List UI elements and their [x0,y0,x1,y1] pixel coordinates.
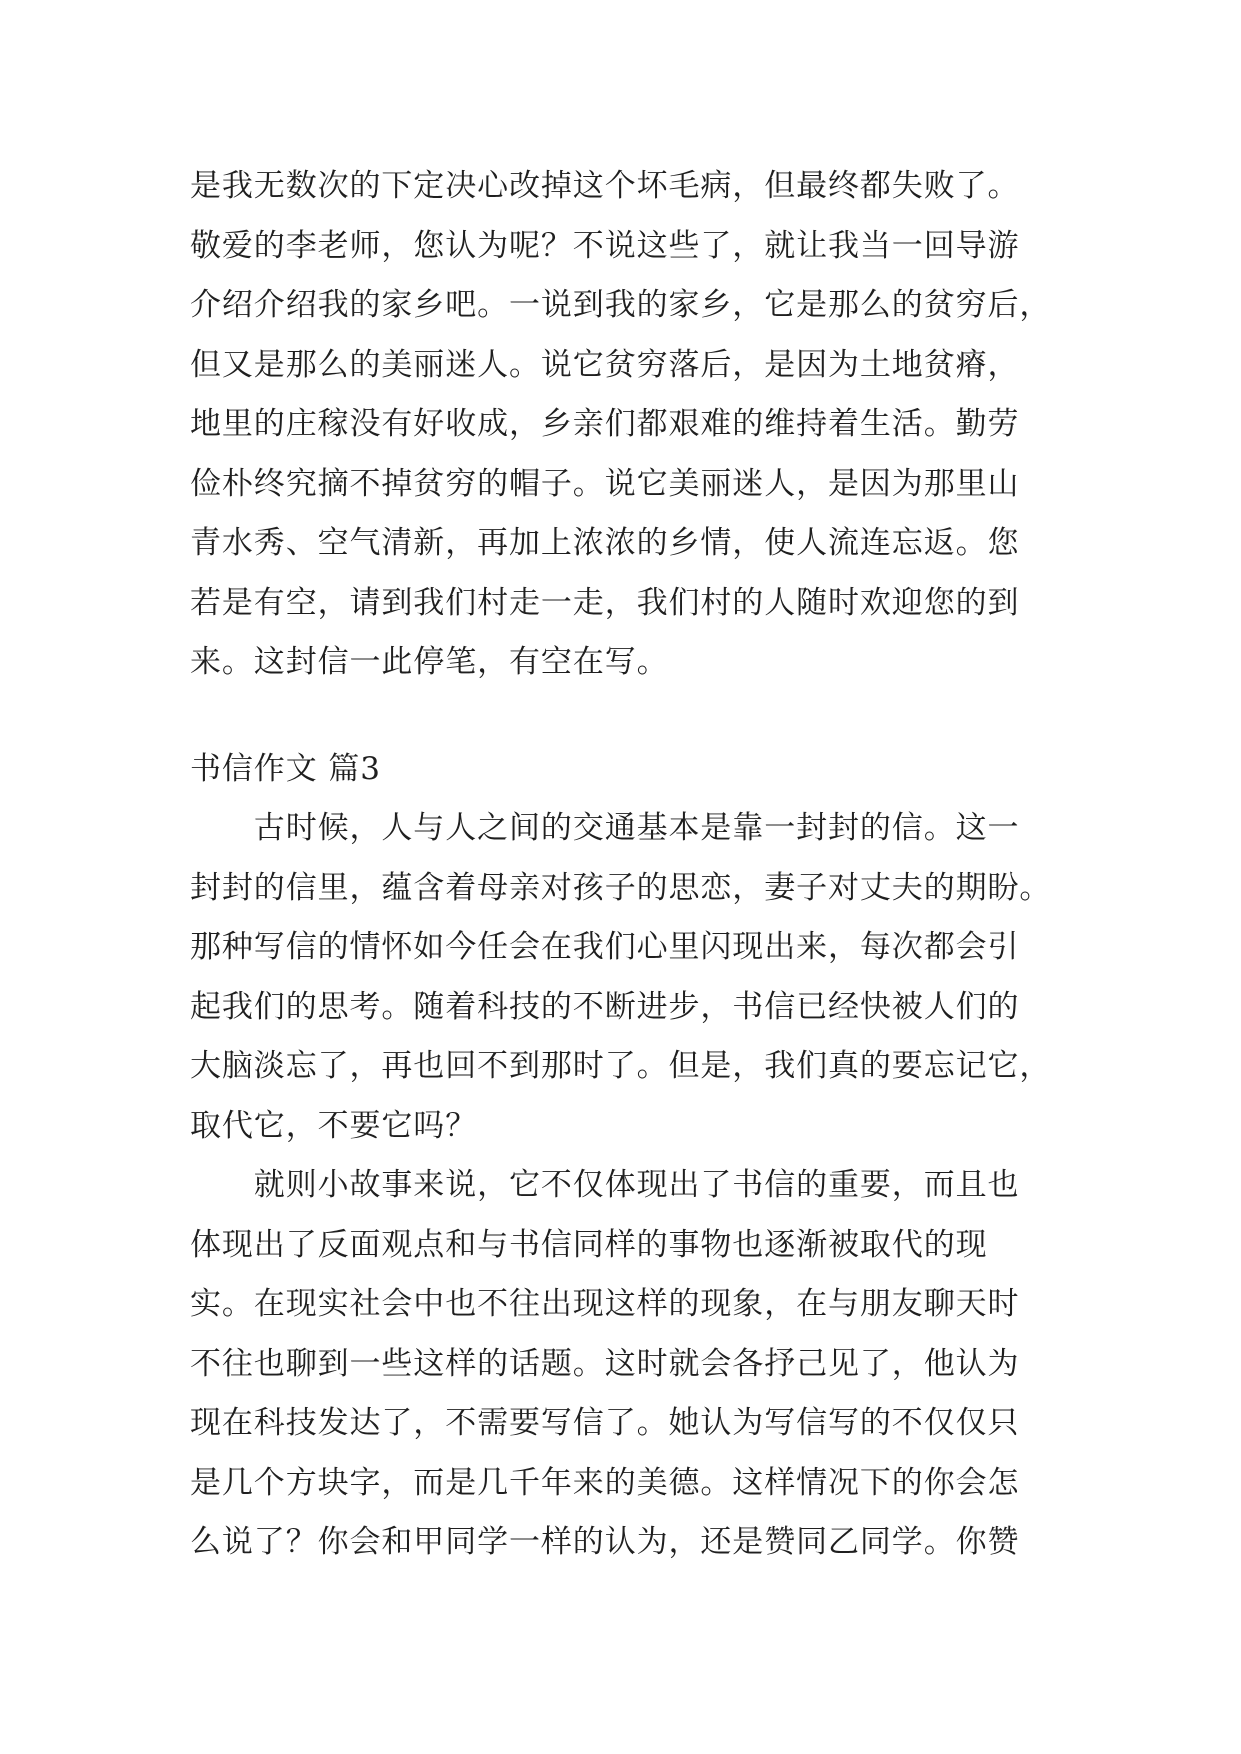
paragraph-line: 若是有空，请到我们村走一走，我们村的人随时欢迎您的到 [190,585,1020,621]
paragraph-line: 敬爱的李老师，您认为呢？不说这些了，就让我当一回导游 [190,228,1020,264]
paragraph-line: 大脑淡忘了，再也回不到那时了。但是，我们真的要忘记它， [190,1048,1052,1084]
paragraph-line: 来。这封信一此停笔，有空在写。 [190,644,669,680]
paragraph-line: 取代它，不要它吗？ [190,1108,478,1144]
section-title: 书信作文 篇3 [190,751,381,787]
paragraph-line: 是几个方块字，而是几千年来的美德。这样情况下的你会怎 [190,1465,1020,1501]
paragraph-line: 体现出了反面观点和与书信同样的事物也逐渐被取代的现 [190,1227,988,1263]
paragraph-line: 地里的庄稼没有好收成，乡亲们都艰难的维持着生活。勤劳 [190,406,1020,442]
paragraph-line: 实。在现实社会中也不往出现这样的现象，在与朋友聊天时 [190,1286,1020,1322]
paragraph-line: 现在科技发达了，不需要写信了。她认为写信写的不仅仅只 [190,1405,1020,1441]
paragraph-line: 么说了？你会和甲同学一样的认为，还是赞同乙同学。你赞 [190,1524,1020,1560]
paragraph-line: 古时候，人与人之间的交通基本是靠一封封的信。这一 [190,810,1020,846]
paragraph-line: 那种写信的情怀如今任会在我们心里闪现出来，每次都会引 [190,929,1020,965]
paragraph-line: 就则小故事来说，它不仅体现出了书信的重要，而且也 [190,1167,1020,1203]
paragraph-line: 是我无数次的下定决心改掉这个坏毛病，但最终都失败了。 [190,168,1020,204]
paragraph-line: 介绍介绍我的家乡吧。一说到我的家乡，它是那么的贫穷后， [190,287,1052,323]
paragraph-line: 但又是那么的美丽迷人。说它贫穷落后，是因为土地贫瘠， [190,347,1020,383]
paragraph-line: 俭朴终究摘不掉贫穷的帽子。说它美丽迷人，是因为那里山 [190,466,1020,502]
paragraph-line: 不往也聊到一些这样的话题。这时就会各抒己见了，他认为 [190,1346,1020,1382]
paragraph-line: 封封的信里，蕴含着母亲对孩子的思恋，妻子对丈夫的期盼。 [190,870,1052,906]
paragraph-line: 起我们的思考。随着科技的不断进步，书信已经快被人们的 [190,989,1020,1025]
paragraph-line: 青水秀、空气清新，再加上浓浓的乡情，使人流连忘返。您 [190,525,1020,561]
